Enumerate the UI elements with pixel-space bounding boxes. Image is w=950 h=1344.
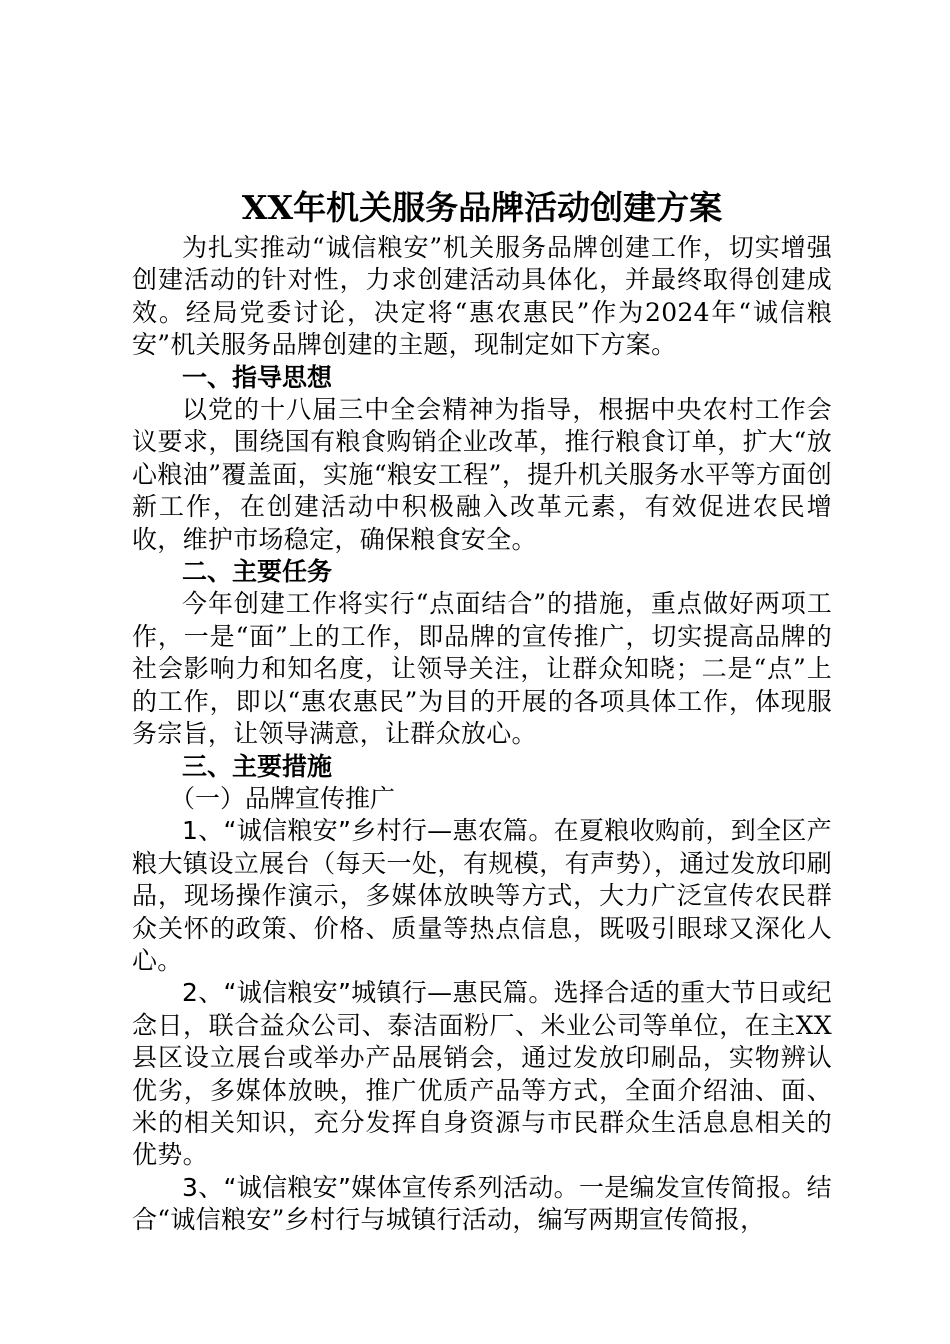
guiding-ideology-paragraph: 以党的十八届三中全会精神为指导，根据中央农村工作会议要求，围绕国有粮食购销企业改革，推行粮食订单，扩大“放心粮油”覆盖面，实施“粮安工程”，提升机关服务水平等方面创新工作，在创建活动中积极融入改革元素，有效促进农民增收，维护市场稳定，确保粮食安全。 (132, 395, 832, 554)
measure-item-3 (132, 1172, 832, 1237)
document-title: XX年机关服务品牌活动创建方案 (241, 188, 723, 227)
measure-item-2-lead: 2、“诚信粮安”城镇行—惠民篇。 (182, 978, 554, 1008)
measure-item-1-body: 在夏粮收购前，到全区产粮大镇设立展台（每天一处，有规模，有声势），通过发放印刷品，现场操作演示，多媒体放映等方式，大力广泛宣传农民群众关怀的政策、价格、质量等热点信息，既吸引眼球又深化人心。 (132, 816, 832, 975)
subheading-brand-promotion: （一）品牌宣传推广 (170, 783, 396, 813)
measure-item-3-lead: 3、“诚信粮安”媒体宣传系列活动。 (182, 1172, 579, 1202)
section-heading-main-tasks: 二、主要任务 (182, 557, 333, 587)
measure-item-1-lead: 1、“诚信粮安”乡村行—惠农篇。 (182, 816, 554, 846)
measure-item-3-body: 一是编发宣传简报。结合“诚信粮安”乡村行与城镇行活动，编写两期宣传简报， (132, 1172, 832, 1235)
section-heading-guiding-ideology: 一、指导思想 (182, 362, 333, 392)
intro-paragraph: 为扎实推动“诚信粮安”机关服务品牌创建工作，切实增强创建活动的针对性，力求创建活动具体化，并最终取得创建成效。经局党委讨论，决定将“惠农惠民”作为2024年“诚信粮安”机关服务品牌创建的主题，现制定如下方案。 (132, 233, 832, 360)
section-heading-main-measures: 三、主要措施 (182, 751, 333, 781)
main-tasks-paragraph: 今年创建工作将实行“点面结合”的措施，重点做好两项工作，一是“面”上的工作，即品牌的宣传推广，切实提高品牌的社会影响力和知名度，让领导关注，让群众知晓；二是“点”上的工作，即以“惠农惠民”为目的开展的各项具体工作，体现服务宗旨，让领导满意，让群众放心。 (132, 589, 832, 749)
measure-item-2-body: 选择合适的重大节日或纪念日，联合益众公司、泰洁面粉厂、米业公司等单位，在主XX县区设立展台或举办产品展销会，通过发放印刷品，实物辨认优劣，多媒体放映，推广优质产品等方式，全面介绍油、面、米的相关知识，充分发挥自身资源与市民群众生活息息相关的优势。 (132, 978, 832, 1170)
measure-item-2 (132, 977, 832, 1171)
measure-item-1 (132, 815, 832, 977)
document-page (132, 186, 832, 1237)
